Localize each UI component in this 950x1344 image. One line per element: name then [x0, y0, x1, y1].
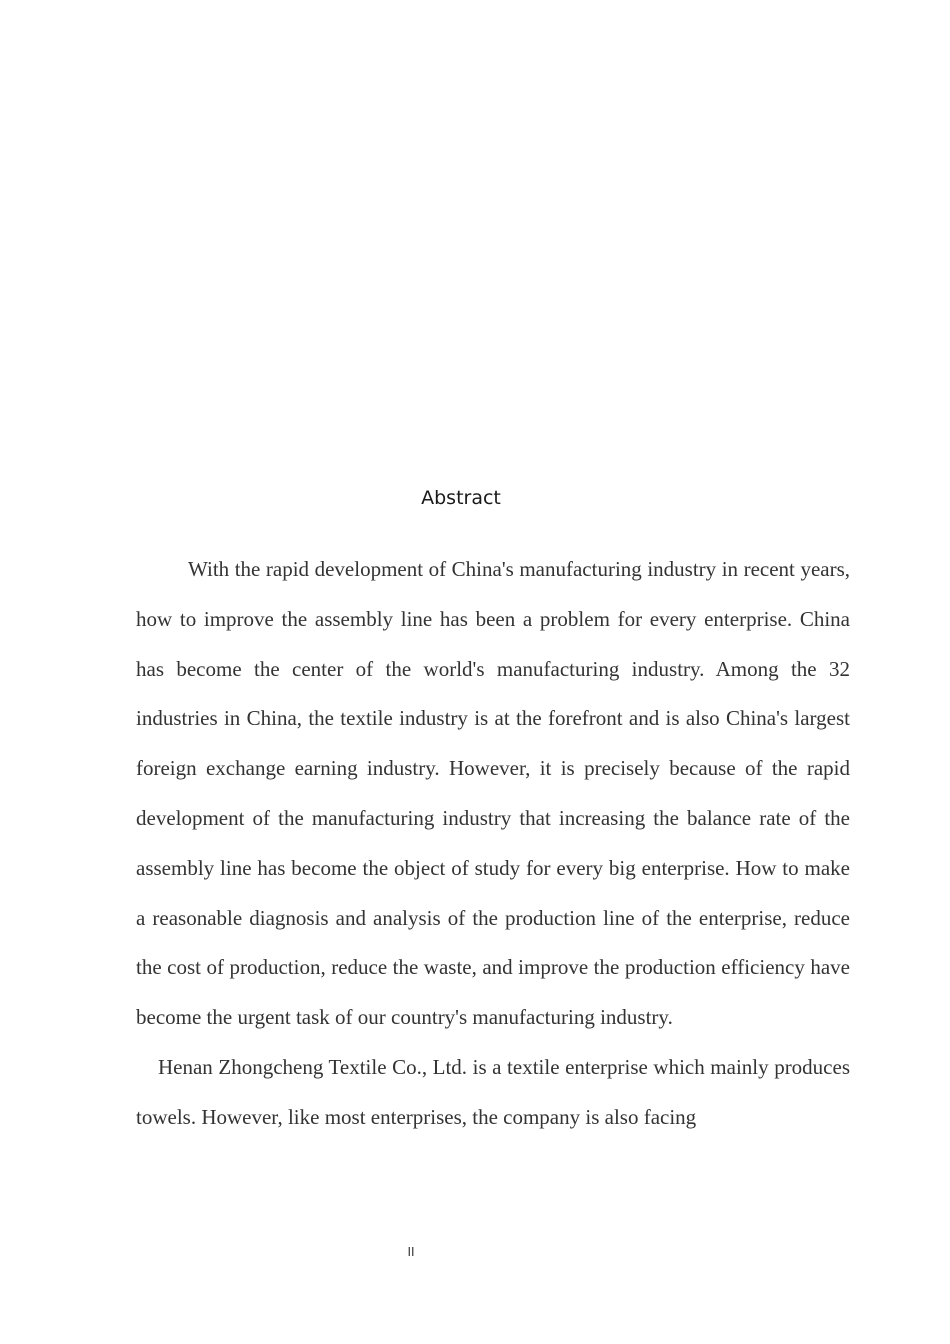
abstract-paragraph-1: With the rapid development of China's manufacturing industry in recent years, how to improve the assembly line has been a problem for every enterprise. China has become the center of the world's manufacturing industry. Among the 32 industries in China, the textile industry is at the forefront and is also China's largest foreign exchange earning industry. However, it is precisely because of the rapid development of the manufacturing industry that increasing the balance rate of the assembly line has become the object of study for every big enterprise. How to make a reasonable diagnosis and analysis of the production line of the enterprise, reduce the cost of production, reduce the waste, and improve the production efficiency have become the urgent task of our country's manufacturing industry. [136, 557, 850, 1030]
abstract-heading: Abstract [421, 487, 501, 509]
page-number: II [407, 1245, 415, 1259]
abstract-paragraph-2: Henan Zhongcheng Textile Co., Ltd. is a textile enterprise which mainly produces towels. However, like most enterprises, the company is also facing [136, 1054, 850, 1129]
abstract-body [136, 545, 850, 1143]
